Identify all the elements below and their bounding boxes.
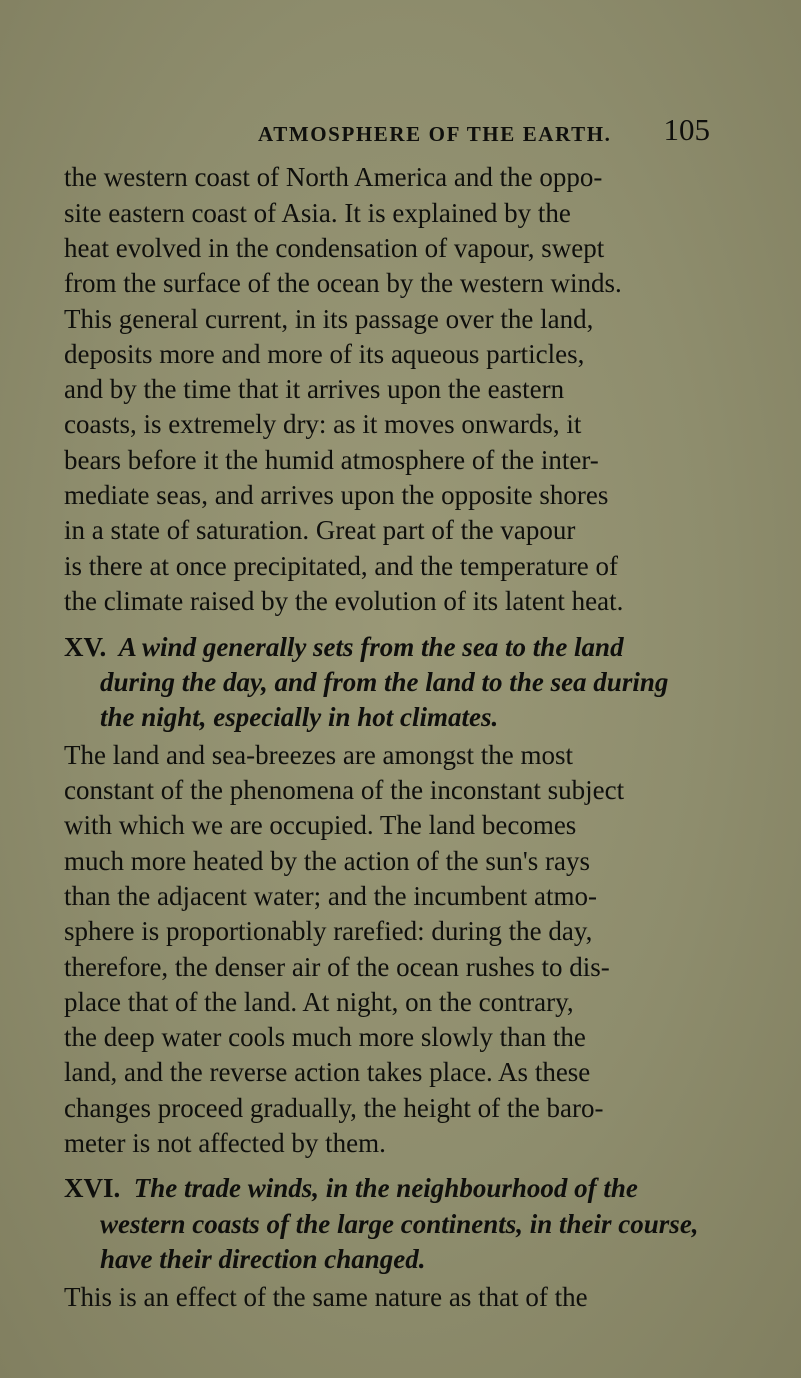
section-number: XV. <box>64 632 107 662</box>
section-heading-text: The trade winds, in the neighbourhood of the <box>133 1173 638 1203</box>
text-line: therefore, the denser air of the ocean rushes to dis- <box>64 952 610 982</box>
text-line: land, and the reverse action takes place. As these <box>64 1057 591 1087</box>
running-title: ATMOSPHERE OF THE EARTH. <box>258 122 612 146</box>
running-head <box>258 112 710 156</box>
text-line: the climate raised by the evolution of its latent heat. <box>64 586 624 616</box>
section-number: XVI. <box>64 1173 121 1203</box>
text-line: coasts, is extremely dry: as it moves onwards, it <box>64 409 582 439</box>
text-line: and by the time that it arrives upon the eastern <box>64 374 565 404</box>
text-line: from the surface of the ocean by the western winds. <box>64 268 622 298</box>
text-line: site eastern coast of Asia. It is explained by the <box>64 198 571 228</box>
text-line: meter is not affected by them. <box>64 1128 386 1158</box>
text-line: This is an effect of the same nature as that of the <box>64 1282 588 1312</box>
text-line: place that of the land. At night, on the contrary, <box>64 987 574 1017</box>
text-line: mediate seas, and arrives upon the opposite shores <box>64 480 609 510</box>
text-line: constant of the phenomena of the inconstant subject <box>64 775 625 805</box>
text-line: sphere is proportionably rarefied: during the day, <box>64 916 593 946</box>
text-line: deposits more and more of its aqueous particles, <box>64 339 585 369</box>
text-line: than the adjacent water; and the incumbent atmo- <box>64 881 598 911</box>
section-heading-line: western coasts of the large continents, in their course, <box>100 1209 699 1239</box>
text-line: The land and sea-breezes are amongst the most <box>64 740 574 770</box>
text-line: bears before it the humid atmosphere of the inter- <box>64 445 599 475</box>
page-number: 105 <box>663 112 710 147</box>
text-line: much more heated by the action of the sun's rays <box>64 846 590 876</box>
text-line: This general current, in its passage over the land, <box>64 304 594 334</box>
section-heading-line <box>64 1171 728 1205</box>
text-line: the western coast of North America and the oppo- <box>64 162 603 192</box>
text-line: heat evolved in the condensation of vapour, swept <box>64 233 605 263</box>
section-heading-line <box>64 630 728 664</box>
text-line: changes proceed gradually, the height of the baro- <box>64 1093 604 1123</box>
text-line: is there at once precipitated, and the temperature of <box>64 551 618 581</box>
section-heading-line: have their direction changed. <box>100 1244 426 1274</box>
section-heading-line: the night, especially in hot climates. <box>100 702 499 732</box>
text-line: the deep water cools much more slowly than the <box>64 1022 586 1052</box>
text-line: in a state of saturation. Great part of the vapour <box>64 515 576 545</box>
section-heading-line: during the day, and from the land to the sea during <box>100 667 669 697</box>
section-heading-text: A wind generally sets from the sea to the land <box>118 632 624 662</box>
text-line: with which we are occupied. The land becomes <box>64 810 577 840</box>
